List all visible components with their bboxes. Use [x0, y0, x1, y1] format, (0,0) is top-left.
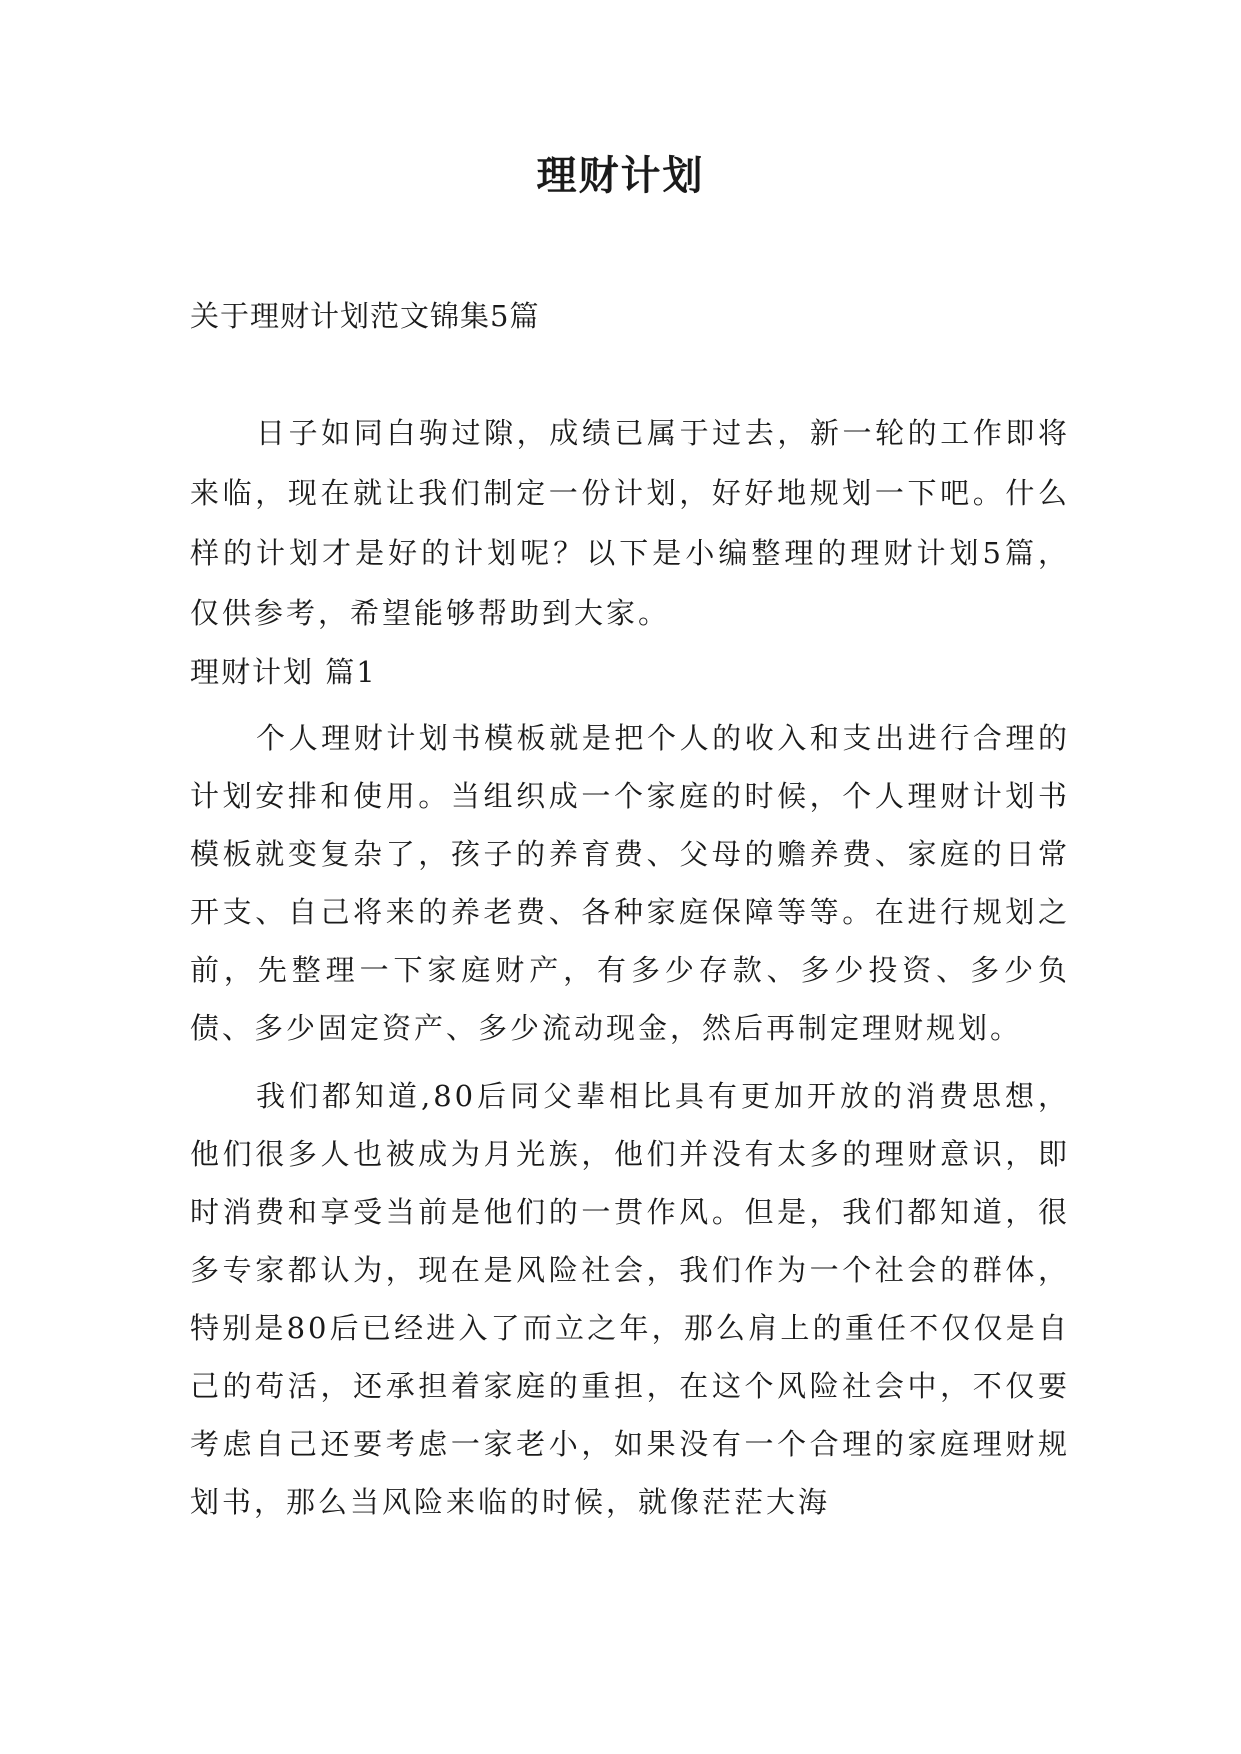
intro-paragraph: 日子如同白驹过隙，成绩已属于过去，新一轮的工作即将来临，现在就让我们制定一份计划，好好地规划一下吧。什么样的计划才是好的计划呢？以下是小编整理的理财计划5篇，仅供参考，希望能够帮助到大家。	[190, 416, 1070, 630]
document-title: 理财计划	[536, 153, 705, 199]
document-subtitle: 关于理财计划范文锦集5篇	[190, 299, 540, 333]
body-paragraph-2: 我们都知道,80后同父辈相比具有更加开放的消费思想，他们很多人也被成为月光族，他们并没有太多的理财意识，即时消费和享受当前是他们的一贯作风。但是，我们都知道，很多专家都认为，现在是风险社会，我们作为一个社会的群体，特别是80后已经进入了而立之年，那么肩上的重任不仅仅是自己的苟活，还承担着家庭的重担，在这个风险社会中，不仅要考虑自己还要考虑一家老小，如果没有一个合理的家庭理财规划书，那么当风险来临的时候，就像茫茫大海	[190, 1079, 1070, 1519]
document-body	[190, 403, 1070, 1531]
section-heading: 理财计划 篇1	[190, 655, 377, 689]
body-paragraph-1: 个人理财计划书模板就是把个人的收入和支出进行合理的计划安排和使用。当组织成一个家庭的时候，个人理财计划书模板就变复杂了，孩子的养育费、父母的赡养费、家庭的日常开支、自己将来的养老费、各种家庭保障等等。在进行规划之前，先整理一下家庭财产，有多少存款、多少投资、多少负债、多少固定资产、多少流动现金，然后再制定理财规划。	[190, 721, 1070, 1045]
